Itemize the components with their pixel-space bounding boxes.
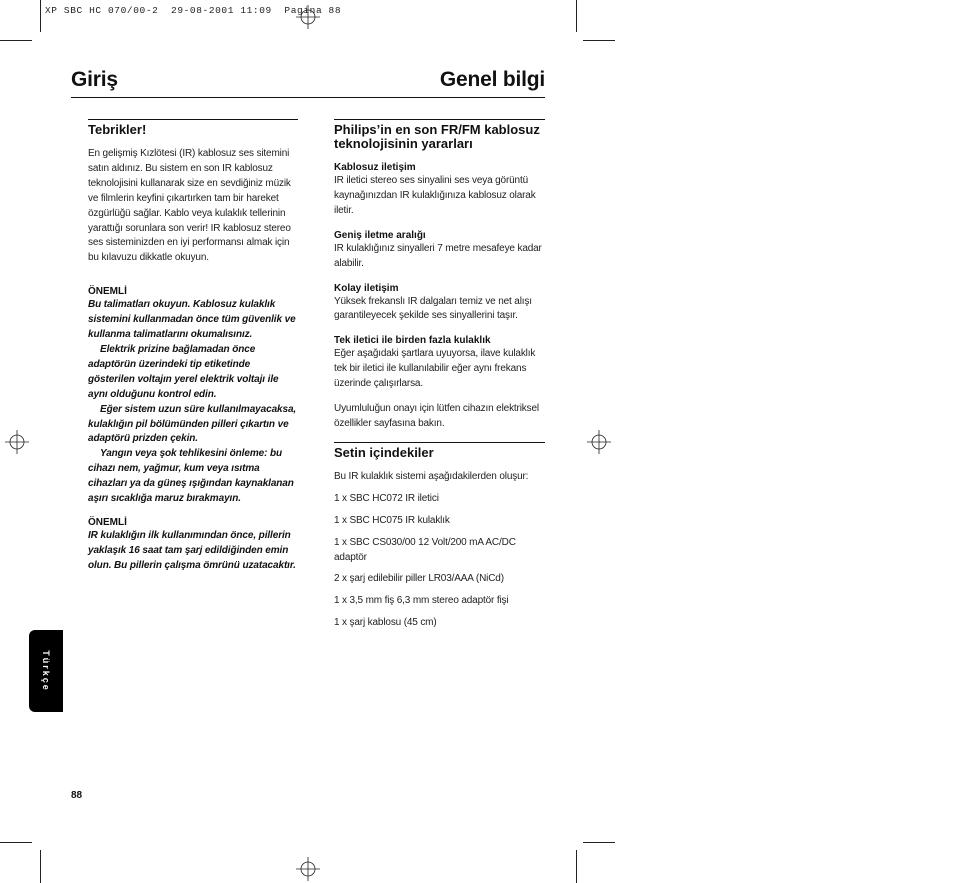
- feature-title: Kolay iletişim: [334, 282, 399, 294]
- crop-mark: [40, 0, 41, 32]
- contents-item: 1 x SBC CS030/00 12 Volt/200 mA AC/DC adaptör: [334, 536, 516, 563]
- left-column: [88, 119, 298, 574]
- section-heading-contents: Setin içindekiler: [334, 444, 434, 460]
- page-title-right: Genel bilgi: [439, 68, 545, 91]
- feature-text: Yüksek frekanslı IR dalgaları temiz ve net alışı garantileyecek şekilde ses sinyallerini taşır.: [334, 295, 532, 322]
- crop-mark: [576, 0, 577, 32]
- page-title-left: Giriş: [71, 68, 118, 91]
- section-rule: [334, 119, 545, 120]
- right-column: [334, 119, 545, 638]
- crop-mark: [0, 40, 32, 41]
- crop-mark: [583, 842, 615, 843]
- contents-item: 1 x SBC HC075 IR kulaklık: [334, 514, 450, 526]
- crop-mark: [583, 40, 615, 41]
- feature-title: Tek iletici ile birden fazla kulaklık: [334, 335, 491, 347]
- crop-mark: [576, 850, 577, 883]
- title-rule: [71, 97, 545, 98]
- registration-mark-icon: [5, 430, 29, 454]
- contents-item: 1 x şarj kablosu (45 cm): [334, 617, 437, 629]
- section-heading-benefits: Philips’in en son FR/FM kablosuz teknolojisinin yararları: [334, 122, 540, 151]
- printer-slug: XP SBC HC 070/00-2 29-08-2001 11:09 Pagina 88: [45, 5, 342, 16]
- feature-title: Geniş iletme aralığı: [334, 229, 426, 241]
- important-paragraph: Elektrik prizine bağlamadan önce adaptörün üzerindeki tip etiketinde gösterilen voltajın yerel elektrik voltajı ile aynı olduğunu kontrol edin.: [88, 343, 279, 400]
- important-label: ÖNEMLİ: [88, 286, 127, 298]
- important-paragraph: IR kulaklığın ilk kullanımından önce, pillerin yaklaşık 16 saat tam şarj edildiğinden emin olun. Bu pillerin çalışma ömrünü uzatacaktır.: [88, 529, 296, 571]
- feature-text: IR kulaklığınız sinyalleri 7 metre mesafeye kadar alabilir.: [334, 242, 542, 269]
- important-label: ÖNEMLİ: [88, 516, 127, 528]
- contents-item: 1 x 3,5 mm fiş 6,3 mm stereo adaptör fişi: [334, 595, 509, 607]
- compat-note: Uyumluluğun onayı için lütfen cihazın elektriksel özellikler sayfasına bakın.: [334, 403, 539, 429]
- registration-mark-icon: [296, 5, 320, 29]
- feature-text: Eğer aşağıdaki şartlara uyuyorsa, ilave kulaklık tek bir iletici ile kullanılabilir eğer aynı frekans üzerinde çalışırlarsa.: [334, 348, 536, 390]
- crop-mark: [0, 842, 32, 843]
- important-paragraph: Yangın veya şok tehlikesini önleme: bu cihazı nem, yağmur, kum veya ısıtma cihazları ya da güneş ışığından kaynaklanan aşırı sıcaklığa maruz bırakmayın.: [88, 448, 294, 505]
- contents-intro: Bu IR kulaklık sistemi aşağıdakilerden oluşur:: [334, 470, 529, 482]
- important-paragraph: Eğer sistem uzun süre kullanılmayacaksa, kulaklığın pil bölümünden pilleri çıkartın ve adaptörü prizden çekin.: [88, 403, 297, 445]
- feature-text: IR iletici stereo ses sinyalini ses veya görüntü kaynağınızdan IR kulaklığınıza kablosuz olarak iletir.: [334, 175, 536, 216]
- section-rule: [88, 119, 298, 120]
- contents-item: 1 x SBC HC072 IR iletici: [334, 492, 439, 504]
- crop-mark: [40, 850, 41, 883]
- intro-paragraph: En gelişmiş Kızlötesi (IR) kablosuz ses sitemini satın aldınız. Bu sistem en son IR kablosuz teknolojisini kullanarak size en sevdiğiniz müzik ve filmlerin keyfini çıkartırken tam bir hareket özgürlüğü sağlar. Kablo veya kulaklık tellerinin yarattığı sorunlara son verir! IR kablosuz stereo ses sisteminizden en iyi performansı almak için bu kılavuzu dikkatle okuyun.: [88, 148, 291, 264]
- registration-mark-icon: [296, 857, 320, 881]
- feature-title: Kablosuz iletişim: [334, 162, 416, 173]
- language-tab: [29, 630, 63, 712]
- registration-mark-icon: [587, 430, 611, 454]
- important-paragraph: Bu talimatları okuyun. Kablosuz kulaklık sistemini kullanmadan önce tüm güvenlik ve kullanma talimatlarını okumalısınız.: [88, 299, 296, 341]
- section-rule: [334, 442, 545, 443]
- page-number: 88: [71, 790, 83, 801]
- language-tab-label: Türkçe: [41, 650, 51, 692]
- contents-item: 2 x şarj edilebilir piller LR03/AAA (NiCd): [334, 573, 504, 585]
- section-heading-congrats: Tebrikler!: [88, 122, 147, 137]
